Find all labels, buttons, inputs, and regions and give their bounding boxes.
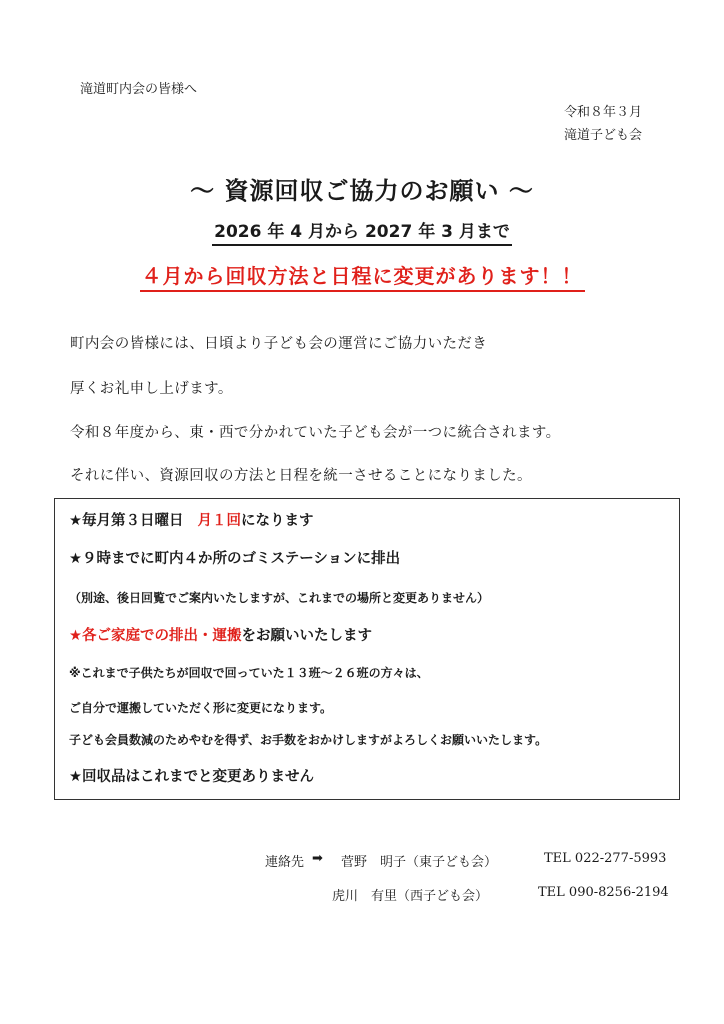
note-line-2: ご自分で運搬していただく形に変更になります。 bbox=[69, 701, 333, 715]
intro-line-2: 厚くお礼申し上げます。 bbox=[70, 381, 233, 397]
change-notice bbox=[0, 260, 724, 289]
info-box bbox=[54, 498, 680, 800]
period-text: 2026 年 4 月から 2027 年 3 月まで bbox=[212, 222, 512, 246]
items-unchanged: ★回収品はこれまでと変更ありません bbox=[69, 769, 314, 785]
addressee: 滝道町内会の皆様へ bbox=[80, 82, 198, 97]
contact-person-2: 虎川 有里（西子ども会） bbox=[332, 889, 489, 904]
drop-off-note: （別途、後日回覧でご案内いたしますが、これまでの場所と変更ありません） bbox=[69, 591, 490, 605]
note-line-3: 子ども会員数減のためやむを得ず、お手数をおかけしますがよろしくお願いいたします。 bbox=[69, 733, 548, 747]
note-line-1: ※これまで子供たちが回収で回っていた１３班～２６班の方々は、 bbox=[69, 666, 429, 680]
intro-line-3: 令和８年度から、東・西で分かれていた子ども会が一つに統合されます。 bbox=[70, 425, 561, 441]
period-line bbox=[0, 217, 724, 242]
contact-person-1: 菅野 明子（東子ども会） bbox=[341, 855, 498, 870]
contact-label: 連絡先 bbox=[265, 855, 305, 870]
schedule-tail: になります bbox=[241, 513, 314, 529]
intro-line-4: それに伴い、資源回収の方法と日程を統一させることになりました。 bbox=[70, 468, 532, 484]
document-title: ～ 資源回収ご協力のお願い ～ bbox=[190, 177, 534, 205]
household-request: ★各ご家庭での排出・運搬 bbox=[69, 628, 242, 644]
schedule-day: ★毎月第３日曜日 bbox=[69, 513, 184, 529]
contact-tel-2: TEL 090-8256-2194 bbox=[538, 885, 669, 900]
drop-off-item: ★９時までに町内４か所のゴミステーションに排出 bbox=[69, 551, 401, 567]
schedule-item bbox=[69, 509, 314, 530]
schedule-frequency: 月１回 bbox=[197, 513, 241, 529]
organization-name: 滝道子ども会 bbox=[563, 128, 642, 143]
household-tail: をお願いいたします bbox=[241, 628, 372, 644]
household-item bbox=[69, 624, 372, 645]
arrow-right-icon: ➡ bbox=[312, 851, 323, 866]
contact-tel-1: TEL 022-277-5993 bbox=[544, 851, 667, 866]
change-notice-text: ４月から回収方法と日程に変更があります！！ bbox=[140, 264, 585, 292]
intro-line-1: 町内会の皆様には、日頃より子ども会の運営にご協力いただき bbox=[70, 336, 488, 352]
issue-date: 令和８年３月 bbox=[563, 105, 642, 120]
